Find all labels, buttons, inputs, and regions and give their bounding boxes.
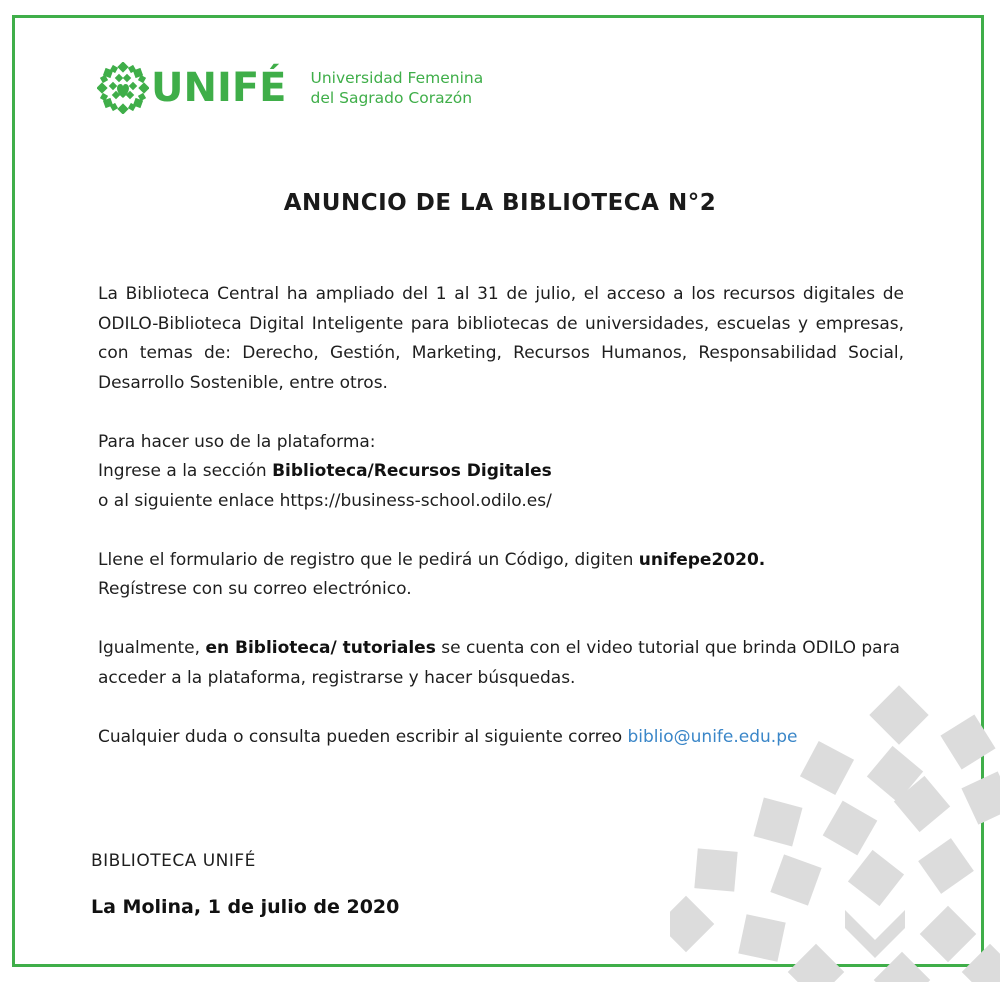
deco-square xyxy=(962,944,1000,982)
logo-wordmark: UNIFÉ xyxy=(151,65,287,111)
deco-square xyxy=(848,850,904,906)
deco-square xyxy=(754,798,803,847)
deco-square xyxy=(874,952,931,982)
contact-prefix: Cualquier duda o consulta pueden escribir al siguiente correo xyxy=(98,726,628,747)
deco-square xyxy=(738,914,785,961)
tutorials-suffix: se cuenta con el video tutorial que brinda ODILO para acceder a la plataforma, registrarse y hacer búsquedas. xyxy=(98,638,900,688)
announcement-body xyxy=(98,280,904,752)
logo-subtitle-line1: Universidad Femenina xyxy=(310,69,484,87)
deco-square xyxy=(770,854,821,905)
registration-line1-prefix: Llene el formulario de registro que le pedirá un Código, digiten xyxy=(98,549,639,570)
deco-square xyxy=(940,714,995,769)
section-name: Biblioteca/Recursos Digitales xyxy=(272,461,552,481)
paragraph-instructions xyxy=(98,428,904,517)
deco-chevron xyxy=(845,910,905,958)
access-code: unifepe2020. xyxy=(638,549,766,570)
tutorials-prefix: Igualmente, xyxy=(98,638,206,658)
instructions-line2-prefix: Ingrese a la sección xyxy=(98,461,273,481)
instructions-line1: Para hacer uso de la plataforma: xyxy=(98,431,376,452)
university-logo xyxy=(97,62,483,114)
deco-square xyxy=(961,771,1000,824)
contact-email-link[interactable]: biblio@unife.edu.pe xyxy=(627,726,798,747)
unife-flower-icon xyxy=(97,62,149,114)
paragraph-tutorials xyxy=(98,634,904,693)
tutorials-location: en Biblioteca/ tutoriales xyxy=(205,638,436,658)
deco-square xyxy=(823,801,878,856)
announcement-title: ANUNCIO DE LA BIBLIOTECA N°2 xyxy=(283,190,717,216)
deco-square xyxy=(670,896,714,953)
paragraph-intro: La Biblioteca Central ha ampliado del 1 al 31 de julio, el acceso a los recursos digitales de ODILO-Biblioteca Digital Inteligente para bibliotecas de universidades, escuelas y empresas, con temas de: Derecho, Gestión, Marketing, Recursos Humanos, Responsabilidad Social, Desarrollo Sostenible, entre otros. xyxy=(98,284,904,393)
registration-line2: Regístrese con su correo electrónico. xyxy=(98,579,412,599)
deco-square xyxy=(920,906,977,963)
instructions-line3: o al siguiente enlace https://business-school.odilo.es/ xyxy=(98,490,552,511)
signature: BIBLIOTECA UNIFÉ xyxy=(91,851,256,871)
paragraph-contact xyxy=(98,723,904,753)
place-date: La Molina, 1 de julio de 2020 xyxy=(91,896,400,918)
deco-square xyxy=(788,944,845,982)
paragraph-registration xyxy=(98,546,904,605)
deco-square xyxy=(918,838,974,894)
logo-subtitle-line2: del Sagrado Corazón xyxy=(310,89,473,107)
logo-subtitle xyxy=(311,68,484,108)
deco-square xyxy=(694,848,737,891)
